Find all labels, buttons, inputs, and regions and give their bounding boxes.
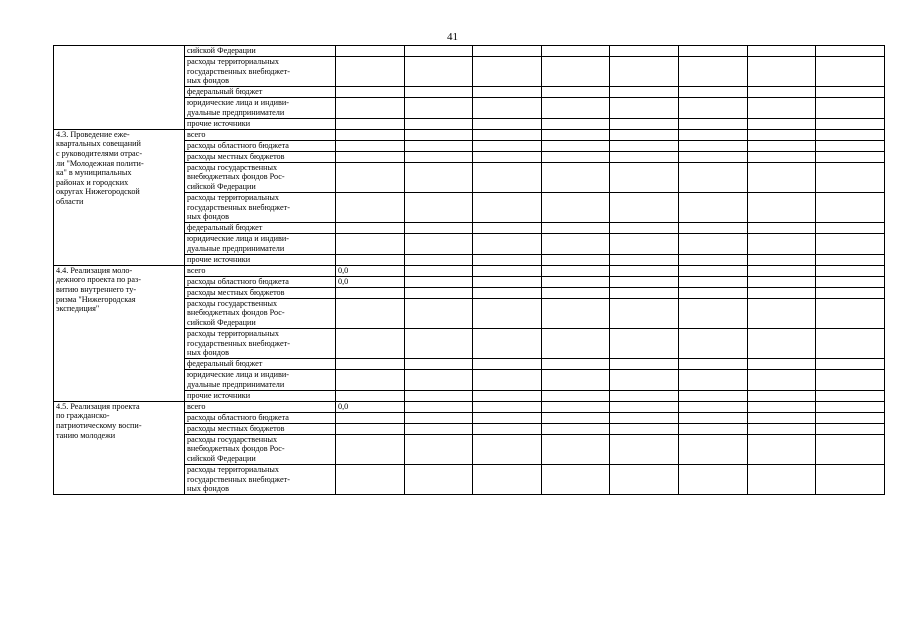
- activity-cell: 4.5. Реализация проекта по гражданско- патриотическому воспи- танию молодежи: [54, 401, 185, 494]
- value-cell: [678, 401, 747, 412]
- funding-source-cell: расходы областного бюджета: [185, 412, 336, 423]
- value-cell: [678, 276, 747, 287]
- value-cell: [541, 87, 610, 98]
- value-cell: [610, 46, 679, 57]
- value-cell: [678, 434, 747, 464]
- value-cell: [473, 87, 542, 98]
- value-cell: [747, 276, 816, 287]
- value-cell: [678, 140, 747, 151]
- funding-source-cell: федеральный бюджет: [185, 87, 336, 98]
- value-cell: [747, 265, 816, 276]
- value-cell: [541, 98, 610, 119]
- value-cell: [678, 423, 747, 434]
- value-cell: [747, 129, 816, 140]
- value-cell: [541, 359, 610, 370]
- funding-source-cell: прочие источники: [185, 118, 336, 129]
- value-cell: [473, 370, 542, 391]
- value-cell: [610, 234, 679, 255]
- value-cell: [747, 328, 816, 358]
- value-cell: [336, 192, 405, 222]
- value-cell: [678, 370, 747, 391]
- funding-source-cell: юридические лица и индиви- дуальные предприниматели: [185, 234, 336, 255]
- funding-source-cell: расходы территориальных государственных внебюджет- ных фондов: [185, 192, 336, 222]
- value-cell: [610, 98, 679, 119]
- funding-source-cell: всего: [185, 129, 336, 140]
- funding-source-cell: расходы территориальных государственных внебюджет- ных фондов: [185, 57, 336, 87]
- value-cell: [610, 370, 679, 391]
- value-cell: [610, 57, 679, 87]
- value-cell: [336, 162, 405, 192]
- value-cell: [678, 57, 747, 87]
- value-cell: [678, 98, 747, 119]
- value-cell: [541, 254, 610, 265]
- value-cell: [473, 57, 542, 87]
- funding-source-cell: расходы областного бюджета: [185, 276, 336, 287]
- value-cell: [747, 98, 816, 119]
- value-cell: [678, 254, 747, 265]
- value-cell: [541, 370, 610, 391]
- value-cell: [678, 390, 747, 401]
- value-cell: [404, 192, 473, 222]
- value-cell: [336, 234, 405, 255]
- value-cell: [541, 298, 610, 328]
- value-cell: [816, 118, 885, 129]
- value-cell: [747, 359, 816, 370]
- value-cell: [541, 140, 610, 151]
- value-cell: [404, 412, 473, 423]
- funding-source-cell: федеральный бюджет: [185, 223, 336, 234]
- value-cell: [541, 390, 610, 401]
- value-cell: [404, 328, 473, 358]
- value-cell: [678, 359, 747, 370]
- value-cell: [336, 412, 405, 423]
- value-cell: [678, 192, 747, 222]
- value-cell: [678, 328, 747, 358]
- value-cell: [610, 298, 679, 328]
- value-cell: [678, 129, 747, 140]
- funding-table: [53, 45, 885, 495]
- activity-cell: 4.3. Проведение еже- квартальных совещаний с руководителями отрас- ли "Молодежная полити- ка" в муниципальных районах и городских округах Нижегородской области: [54, 129, 185, 265]
- value-cell: [816, 298, 885, 328]
- value-cell: [747, 298, 816, 328]
- value-cell: [816, 151, 885, 162]
- value-cell: [336, 151, 405, 162]
- value-cell: [473, 223, 542, 234]
- value-cell: [336, 434, 405, 464]
- value-cell: [747, 434, 816, 464]
- funding-source-cell: расходы местных бюджетов: [185, 423, 336, 434]
- table-body: [54, 46, 885, 495]
- value-cell: [678, 412, 747, 423]
- value-cell: [816, 57, 885, 87]
- value-cell: [541, 151, 610, 162]
- value-cell: [541, 412, 610, 423]
- value-cell: [336, 423, 405, 434]
- value-cell: [610, 254, 679, 265]
- value-cell: [816, 276, 885, 287]
- value-cell: [404, 234, 473, 255]
- value-cell: [473, 328, 542, 358]
- funding-source-cell: юридические лица и индиви- дуальные предприниматели: [185, 370, 336, 391]
- value-cell: [610, 412, 679, 423]
- value-cell: [747, 46, 816, 57]
- value-cell: [747, 234, 816, 255]
- funding-source-cell: расходы территориальных государственных внебюджет- ных фондов: [185, 328, 336, 358]
- value-cell: [610, 151, 679, 162]
- value-cell: [541, 118, 610, 129]
- value-cell: [816, 192, 885, 222]
- value-cell: [336, 46, 405, 57]
- value-cell: [747, 162, 816, 192]
- funding-source-cell: прочие источники: [185, 254, 336, 265]
- value-cell: [404, 287, 473, 298]
- value-cell: [404, 46, 473, 57]
- value-cell: [336, 57, 405, 87]
- value-cell: [678, 87, 747, 98]
- value-cell: [816, 162, 885, 192]
- value-cell: [541, 162, 610, 192]
- value-cell: [404, 140, 473, 151]
- value-cell: [404, 118, 473, 129]
- value-cell: [541, 223, 610, 234]
- value-cell: [336, 287, 405, 298]
- value-cell: [610, 276, 679, 287]
- value-cell: [473, 118, 542, 129]
- value-cell: [610, 423, 679, 434]
- value-cell: [816, 390, 885, 401]
- value-cell: [404, 464, 473, 494]
- funding-source-cell: расходы местных бюджетов: [185, 151, 336, 162]
- value-cell: [816, 434, 885, 464]
- value-cell: [473, 129, 542, 140]
- value-cell: [610, 434, 679, 464]
- funding-source-cell: юридические лица и индиви- дуальные предприниматели: [185, 98, 336, 119]
- value-cell: [747, 254, 816, 265]
- funding-source-cell: прочие источники: [185, 390, 336, 401]
- value-cell: [678, 162, 747, 192]
- value-cell: [747, 140, 816, 151]
- value-cell: [747, 151, 816, 162]
- value-cell: [404, 162, 473, 192]
- value-cell: [336, 359, 405, 370]
- value-cell: [816, 328, 885, 358]
- value-cell: [404, 423, 473, 434]
- table-row: [54, 265, 885, 276]
- value-cell: [747, 423, 816, 434]
- value-cell: [404, 265, 473, 276]
- value-cell: [610, 390, 679, 401]
- funding-source-cell: всего: [185, 401, 336, 412]
- value-cell: [404, 87, 473, 98]
- value-cell: [541, 423, 610, 434]
- value-cell: [404, 129, 473, 140]
- table-row: [54, 46, 885, 57]
- value-cell: [747, 287, 816, 298]
- value-cell: 0,0: [336, 265, 405, 276]
- value-cell: [473, 46, 542, 57]
- value-cell: [678, 151, 747, 162]
- value-cell: [610, 162, 679, 192]
- value-cell: [473, 234, 542, 255]
- value-cell: [404, 434, 473, 464]
- value-cell: [473, 254, 542, 265]
- value-cell: [610, 328, 679, 358]
- value-cell: [610, 464, 679, 494]
- value-cell: [336, 98, 405, 119]
- value-cell: [336, 118, 405, 129]
- funding-source-cell: сийской Федерации: [185, 46, 336, 57]
- value-cell: [336, 370, 405, 391]
- value-cell: [336, 129, 405, 140]
- value-cell: [541, 265, 610, 276]
- value-cell: [404, 276, 473, 287]
- table-row: [54, 129, 885, 140]
- value-cell: [473, 192, 542, 222]
- value-cell: [336, 140, 405, 151]
- value-cell: [541, 129, 610, 140]
- value-cell: [404, 401, 473, 412]
- value-cell: [541, 328, 610, 358]
- value-cell: [404, 298, 473, 328]
- value-cell: [678, 265, 747, 276]
- value-cell: [336, 254, 405, 265]
- value-cell: [473, 162, 542, 192]
- funding-source-cell: расходы государственных внебюджетных фондов Рос- сийской Федерации: [185, 298, 336, 328]
- value-cell: [404, 98, 473, 119]
- value-cell: [336, 464, 405, 494]
- funding-source-cell: расходы государственных внебюджетных фондов Рос- сийской Федерации: [185, 434, 336, 464]
- value-cell: [473, 359, 542, 370]
- value-cell: [816, 464, 885, 494]
- value-cell: [610, 87, 679, 98]
- value-cell: [678, 298, 747, 328]
- value-cell: [541, 57, 610, 87]
- value-cell: [678, 46, 747, 57]
- value-cell: [610, 118, 679, 129]
- value-cell: [816, 370, 885, 391]
- value-cell: [816, 254, 885, 265]
- value-cell: [747, 87, 816, 98]
- activity-cell: 4.4. Реализация моло- дежного проекта по раз- витию внутреннего ту- ризма "Нижегородская экспедиция": [54, 265, 185, 401]
- value-cell: [678, 287, 747, 298]
- funding-source-cell: расходы местных бюджетов: [185, 287, 336, 298]
- value-cell: [541, 192, 610, 222]
- value-cell: [473, 287, 542, 298]
- value-cell: [610, 287, 679, 298]
- value-cell: [816, 46, 885, 57]
- value-cell: [541, 287, 610, 298]
- value-cell: [336, 298, 405, 328]
- value-cell: [541, 46, 610, 57]
- table-row: [54, 401, 885, 412]
- value-cell: [473, 390, 542, 401]
- value-cell: [473, 298, 542, 328]
- value-cell: [747, 401, 816, 412]
- value-cell: [747, 57, 816, 87]
- value-cell: [473, 98, 542, 119]
- value-cell: [404, 359, 473, 370]
- value-cell: [404, 390, 473, 401]
- value-cell: [747, 412, 816, 423]
- value-cell: [678, 234, 747, 255]
- value-cell: [747, 464, 816, 494]
- value-cell: [473, 401, 542, 412]
- value-cell: [747, 118, 816, 129]
- value-cell: [610, 129, 679, 140]
- value-cell: [610, 401, 679, 412]
- value-cell: [404, 223, 473, 234]
- value-cell: [404, 57, 473, 87]
- page-number: 41: [447, 31, 458, 43]
- value-cell: [336, 328, 405, 358]
- value-cell: [336, 223, 405, 234]
- value-cell: [816, 234, 885, 255]
- value-cell: [473, 151, 542, 162]
- value-cell: [816, 87, 885, 98]
- value-cell: [816, 223, 885, 234]
- value-cell: [747, 390, 816, 401]
- value-cell: [816, 140, 885, 151]
- value-cell: [473, 276, 542, 287]
- value-cell: [473, 265, 542, 276]
- value-cell: [816, 359, 885, 370]
- value-cell: [541, 401, 610, 412]
- value-cell: [678, 464, 747, 494]
- value-cell: [336, 87, 405, 98]
- funding-source-cell: федеральный бюджет: [185, 359, 336, 370]
- value-cell: [473, 434, 542, 464]
- value-cell: [678, 223, 747, 234]
- value-cell: [610, 223, 679, 234]
- value-cell: [816, 98, 885, 119]
- value-cell: [610, 359, 679, 370]
- value-cell: 0,0: [336, 401, 405, 412]
- funding-source-cell: расходы государственных внебюджетных фондов Рос- сийской Федерации: [185, 162, 336, 192]
- value-cell: [610, 192, 679, 222]
- value-cell: [404, 370, 473, 391]
- value-cell: [473, 423, 542, 434]
- value-cell: [404, 254, 473, 265]
- value-cell: [541, 464, 610, 494]
- value-cell: [678, 118, 747, 129]
- value-cell: [610, 265, 679, 276]
- value-cell: [610, 140, 679, 151]
- value-cell: [541, 276, 610, 287]
- value-cell: [336, 390, 405, 401]
- funding-source-cell: расходы областного бюджета: [185, 140, 336, 151]
- value-cell: [747, 192, 816, 222]
- value-cell: [747, 223, 816, 234]
- value-cell: [816, 401, 885, 412]
- value-cell: 0,0: [336, 276, 405, 287]
- value-cell: [473, 140, 542, 151]
- value-cell: [816, 265, 885, 276]
- value-cell: [816, 412, 885, 423]
- value-cell: [747, 370, 816, 391]
- value-cell: [816, 129, 885, 140]
- value-cell: [816, 287, 885, 298]
- value-cell: [473, 412, 542, 423]
- activity-cell: [54, 46, 185, 130]
- funding-source-cell: всего: [185, 265, 336, 276]
- value-cell: [473, 464, 542, 494]
- funding-source-cell: расходы территориальных государственных внебюджет- ных фондов: [185, 464, 336, 494]
- value-cell: [404, 151, 473, 162]
- value-cell: [816, 423, 885, 434]
- value-cell: [541, 234, 610, 255]
- value-cell: [541, 434, 610, 464]
